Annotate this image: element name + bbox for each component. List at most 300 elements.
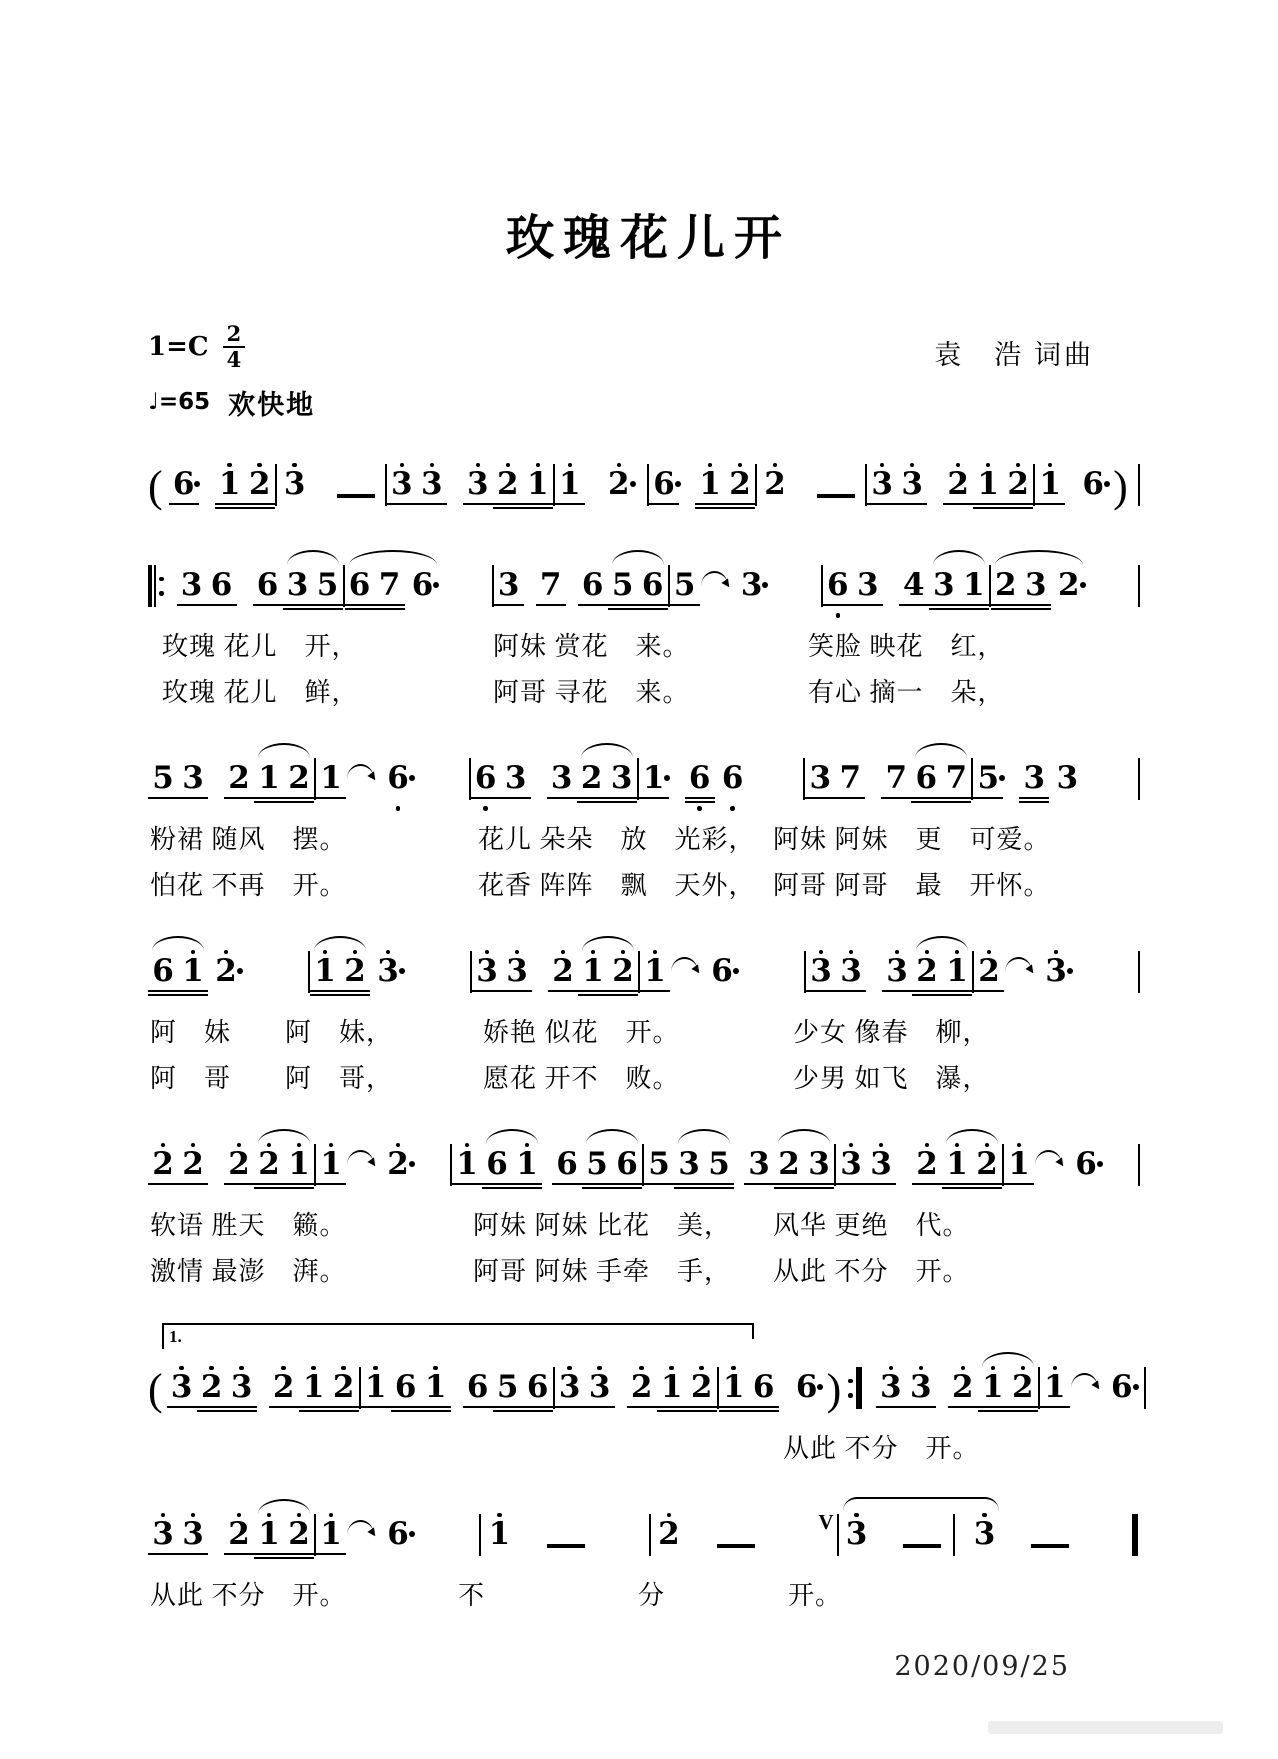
note [882, 945, 912, 1008]
underline [284, 797, 314, 799]
note [582, 1138, 612, 1201]
note [387, 458, 417, 521]
underline [283, 608, 313, 610]
underline [178, 990, 208, 992]
underline [973, 503, 1003, 505]
underline [685, 801, 715, 803]
lyric-phrase: 少女 像春 柳， [793, 1018, 990, 1047]
note [284, 1138, 314, 1201]
beam-lines [607, 795, 637, 805]
note [254, 1508, 284, 1571]
note [555, 1361, 585, 1424]
parenthesis: ( [148, 1365, 163, 1414]
lyric-phrase: 从此 不分 开。 [773, 1257, 970, 1286]
underline [245, 503, 275, 505]
note-digit: 6 [412, 568, 434, 602]
beam-lines [227, 1404, 257, 1414]
note-digit: 2 [228, 1516, 250, 1552]
beam-lines [345, 602, 375, 612]
beam-lines [277, 501, 313, 511]
beam-lines [380, 795, 416, 805]
underline [876, 1406, 906, 1408]
underline [361, 1406, 391, 1408]
slur-group [674, 1138, 734, 1201]
underline [227, 1410, 257, 1412]
underline [585, 1406, 615, 1408]
note-digit: 2 [215, 954, 237, 988]
note [835, 752, 865, 815]
beam-lines [757, 501, 793, 511]
augmentation-dot [194, 481, 200, 487]
note [657, 1361, 687, 1424]
beam-lines [744, 1181, 774, 1191]
note-digit: 3 [1025, 567, 1047, 603]
underline [941, 797, 971, 799]
beam-lines [978, 1404, 1008, 1414]
note [734, 559, 770, 622]
note [638, 559, 668, 622]
underline [463, 1406, 493, 1408]
underline [1008, 1410, 1038, 1412]
underline [417, 503, 447, 505]
underline [670, 604, 700, 606]
beam-lines [942, 1181, 972, 1191]
note [704, 945, 740, 1008]
beam-lines [973, 501, 1003, 511]
beam-lines [391, 1404, 421, 1414]
breath-mark: V [818, 1510, 834, 1534]
note-digit: 6 [152, 953, 174, 989]
note-digit: 3 [901, 466, 923, 502]
underline [687, 1406, 717, 1408]
note [1035, 458, 1065, 521]
key-label: 1=C [148, 332, 209, 362]
notation-line [148, 740, 1140, 815]
underline [725, 507, 755, 509]
lyric-phrase: 玫瑰 花儿 鲜， [162, 678, 359, 707]
underline [973, 507, 1003, 509]
note-digit: 3 [1045, 954, 1067, 988]
note-digit: 3 [933, 567, 955, 603]
slur-group [911, 752, 971, 815]
beam-lines [178, 795, 208, 805]
underline [608, 604, 638, 606]
slide-down-mark [1070, 1371, 1104, 1399]
note-digit: 3 [1056, 760, 1079, 796]
lyric-phrase: 阿妹 赏花 来。 [493, 632, 690, 661]
note-digit: 2 [152, 1146, 174, 1182]
note-digit: 1 [1008, 1146, 1030, 1182]
beam-lines [967, 1551, 1003, 1561]
dash-note [717, 1544, 755, 1548]
note-digit: 2 [658, 1516, 680, 1552]
beam-lines [670, 602, 700, 612]
underline [254, 1183, 284, 1185]
underline [523, 1410, 553, 1412]
note [177, 559, 207, 622]
note [1003, 458, 1033, 521]
lyric-phrase: 从此 不分 开。 [783, 1434, 980, 1463]
beam-lines [991, 602, 1021, 612]
note-digit: 1 [456, 1146, 478, 1182]
note [991, 559, 1021, 622]
lyric-phrase: 愿花 开不 败。 [483, 1064, 680, 1093]
underline [943, 503, 973, 505]
underline [375, 608, 405, 610]
underline [224, 797, 254, 799]
underline [471, 797, 501, 799]
beam-lines [178, 1181, 208, 1191]
note [911, 752, 941, 815]
underline [582, 1183, 612, 1185]
note-digit: 2 [978, 953, 1000, 989]
note-digit: 3 [880, 1369, 902, 1405]
note [1051, 559, 1087, 622]
beam-lines [644, 1181, 674, 1191]
underline [1003, 503, 1033, 505]
note-digit: 2 [690, 1369, 713, 1405]
underline [375, 604, 405, 606]
note [380, 752, 416, 815]
beam-lines [876, 1404, 906, 1414]
underline [774, 1187, 804, 1189]
underline [178, 994, 208, 996]
underline [906, 1406, 936, 1408]
note [627, 1361, 657, 1424]
beam-lines [502, 988, 532, 998]
note [725, 458, 755, 521]
underline [644, 1183, 674, 1185]
beam-lines [582, 1181, 612, 1191]
note [876, 1361, 906, 1424]
underline [148, 994, 178, 996]
beam-lines [148, 1181, 178, 1191]
underline [695, 503, 725, 505]
note-digit: 2 [778, 1146, 800, 1182]
note [585, 1361, 615, 1424]
dash-note [1031, 1544, 1069, 1548]
slur-group [912, 945, 972, 1008]
note-digit: 1 [424, 1369, 447, 1405]
underline [695, 507, 725, 509]
note-digit: 6 [1111, 1370, 1133, 1404]
note-digit: 3 [973, 1516, 996, 1552]
note [148, 1508, 178, 1571]
note [215, 458, 245, 521]
underline [299, 1410, 329, 1412]
beam-lines [789, 1404, 825, 1414]
note-digit: 3 [741, 568, 763, 602]
note [578, 559, 608, 622]
lyric-phrase: 开。 [788, 1581, 843, 1610]
lyrics-row [148, 1012, 1140, 1054]
note [482, 1138, 512, 1201]
note [178, 1138, 208, 1201]
underline [482, 1187, 512, 1189]
note [744, 1138, 774, 1201]
underline [608, 608, 638, 610]
repeat-start-sign [148, 565, 167, 607]
note-digit: 3 [870, 1146, 892, 1182]
beam-lines [973, 795, 1003, 805]
note-digit: 3 [910, 1369, 932, 1405]
lyric-phrase: 阿 哥 阿 哥， [150, 1064, 394, 1093]
augmentation-dot [433, 582, 439, 588]
note-digit: 2 [1007, 466, 1029, 502]
underline [577, 801, 607, 803]
expression-marking: 欢快地 [228, 389, 316, 420]
lyric-phrase: 少男 如飞 瀑， [793, 1064, 990, 1093]
underline [674, 1183, 704, 1185]
note-digit: 3 [857, 567, 879, 603]
underline [608, 990, 638, 992]
note [941, 752, 971, 815]
note [943, 458, 973, 521]
underline [523, 507, 553, 509]
parenthesis: ( [148, 462, 163, 511]
lyric-phrase: 粉裙 随风 摆。 [150, 825, 347, 854]
repeat-end-sign [845, 1367, 864, 1409]
note [704, 1138, 734, 1201]
note [1019, 752, 1049, 815]
underline [942, 1187, 972, 1189]
underline [391, 1406, 421, 1408]
note-digit: 5 [648, 1146, 670, 1182]
volta-label: 1. [169, 1327, 182, 1346]
beam-lines [501, 795, 531, 805]
underline [284, 801, 314, 803]
octave-dots-below [836, 613, 841, 622]
note-digit: 2 [258, 1146, 280, 1182]
note-digit: 6 [641, 567, 664, 603]
note [536, 559, 566, 622]
octave-dot [697, 806, 702, 811]
notation-line [148, 933, 1140, 1008]
beam-lines [1021, 602, 1051, 612]
slur-group [283, 559, 343, 622]
underline [978, 1406, 1008, 1408]
note [805, 752, 835, 815]
augmentation-dot [817, 1384, 823, 1390]
note [523, 1361, 553, 1424]
underline [523, 503, 553, 505]
underline [866, 1183, 896, 1185]
note-digit: 1 [582, 953, 604, 989]
note-digit: 3 [286, 567, 309, 603]
beam-lines [463, 501, 493, 511]
underline [899, 604, 929, 606]
lyric-phrase: 不 [458, 1581, 486, 1610]
note-digit: 3 [678, 1146, 700, 1182]
beam-lines [608, 602, 638, 612]
underline [744, 1183, 774, 1185]
barline [953, 1514, 955, 1556]
augmentation-dot [999, 775, 1005, 781]
note-digit: 2 [580, 760, 603, 796]
note-digit: 2 [916, 1146, 938, 1182]
beam-lines [695, 501, 725, 511]
beam-lines [943, 501, 973, 511]
note [639, 752, 669, 815]
augmentation-dot [409, 1161, 415, 1167]
note-digit: 1 [963, 567, 985, 603]
underline [501, 797, 531, 799]
underline [607, 797, 637, 799]
note-digit: 3 [421, 466, 443, 502]
time-signature-numerator: 2 [223, 322, 246, 348]
note [866, 1138, 896, 1201]
underline [493, 1406, 523, 1408]
beam-lines [463, 1404, 493, 1414]
underline [942, 1183, 972, 1185]
beam-lines [608, 988, 638, 998]
note-digit: 5 [316, 567, 339, 603]
note [269, 1361, 299, 1424]
note-digit: 3 [476, 953, 498, 989]
barline [1138, 565, 1140, 607]
note [912, 1138, 942, 1201]
underline [284, 1553, 314, 1555]
octave-dots-below [730, 806, 735, 815]
octave-dot [159, 591, 164, 596]
underline [1004, 1183, 1034, 1185]
beam-lines [169, 501, 199, 511]
note [1008, 1361, 1038, 1424]
underline [316, 797, 346, 799]
beam-lines [299, 1404, 329, 1414]
note [555, 458, 585, 521]
beam-lines [601, 501, 637, 511]
underline [493, 503, 523, 505]
underline [1035, 503, 1065, 505]
slur-group [991, 559, 1087, 622]
note-digit: 2 [995, 567, 1017, 603]
beam-lines [836, 988, 866, 998]
barline [1138, 464, 1140, 506]
beam-lines [866, 1181, 896, 1191]
note [313, 559, 343, 622]
underline [329, 1410, 359, 1412]
note-digit: 6 [474, 760, 497, 796]
beam-lines [1019, 795, 1049, 805]
note-digit: 6 [688, 760, 711, 796]
beam-lines [719, 1404, 749, 1414]
beam-lines [283, 602, 313, 612]
note-digit: 2 [947, 466, 969, 502]
note-digit: 1 [559, 466, 581, 502]
dash-note [547, 1544, 585, 1548]
note-digit: 3 [810, 953, 832, 989]
note [1038, 945, 1074, 1008]
note [329, 1361, 359, 1424]
note [254, 1138, 284, 1201]
note-digit: 3 [809, 760, 832, 796]
note [310, 945, 340, 1008]
octave-dots-below [396, 806, 401, 815]
note [277, 458, 313, 521]
note [695, 458, 725, 521]
slide-down-mark [346, 1518, 380, 1546]
beam-lines [627, 1404, 657, 1414]
underline [340, 994, 370, 996]
underline [948, 1406, 978, 1408]
note-digit: 2 [916, 953, 938, 989]
underline [805, 797, 835, 799]
underline [345, 604, 375, 606]
score-meta-row [148, 316, 1140, 372]
underline [254, 797, 284, 799]
note [685, 752, 715, 815]
note [899, 559, 929, 622]
underline [911, 797, 941, 799]
underline [148, 990, 178, 992]
underline [719, 1406, 749, 1408]
underline [1003, 507, 1033, 509]
beam-lines [148, 795, 178, 805]
underline [749, 1410, 779, 1412]
note [345, 559, 375, 622]
note [375, 559, 405, 622]
note-digit: 1 [182, 953, 204, 989]
note [178, 752, 208, 815]
note [607, 752, 637, 815]
note [578, 945, 608, 1008]
underline [640, 990, 670, 992]
note-digit: 6 [173, 467, 195, 501]
lyrics-row [148, 626, 1140, 668]
underline [638, 608, 668, 610]
beam-lines [481, 1551, 517, 1561]
note [978, 1361, 1008, 1424]
note [391, 1361, 421, 1424]
slide-down-mark [1034, 1148, 1068, 1176]
underline [578, 604, 608, 606]
augmentation-dot [1104, 481, 1110, 487]
note-digit: 6 [556, 1146, 578, 1182]
parenthesis: ) [1113, 462, 1128, 511]
note [1004, 1138, 1034, 1201]
note-digit: 1 [516, 1146, 538, 1182]
note-digit: 2 [552, 953, 574, 989]
note [481, 1508, 517, 1571]
beam-lines [405, 602, 441, 612]
note-digit: 6 [348, 567, 371, 603]
beam-lines [177, 602, 207, 612]
notation-line [148, 1126, 1140, 1201]
beam-lines [316, 1551, 346, 1561]
underline [867, 503, 897, 505]
slur-group [482, 1138, 542, 1201]
note [552, 1138, 582, 1201]
underline [493, 1410, 523, 1412]
beam-lines [310, 988, 340, 998]
beam-lines [370, 988, 406, 998]
beam-lines [1038, 988, 1074, 998]
underline [578, 990, 608, 992]
underline [269, 1406, 299, 1408]
note [463, 1361, 493, 1424]
note-digit: 3 [391, 466, 413, 502]
lyric-phrase: 阿妹 阿妹 比花 美， [473, 1211, 732, 1240]
octave-dot [848, 1379, 853, 1384]
beam-lines [640, 988, 670, 998]
note-digit: 1 [258, 1516, 280, 1552]
underline [463, 503, 493, 505]
beam-lines [380, 1181, 416, 1191]
underline [316, 1183, 346, 1185]
beam-lines [881, 795, 911, 805]
beam-lines [361, 1404, 391, 1414]
